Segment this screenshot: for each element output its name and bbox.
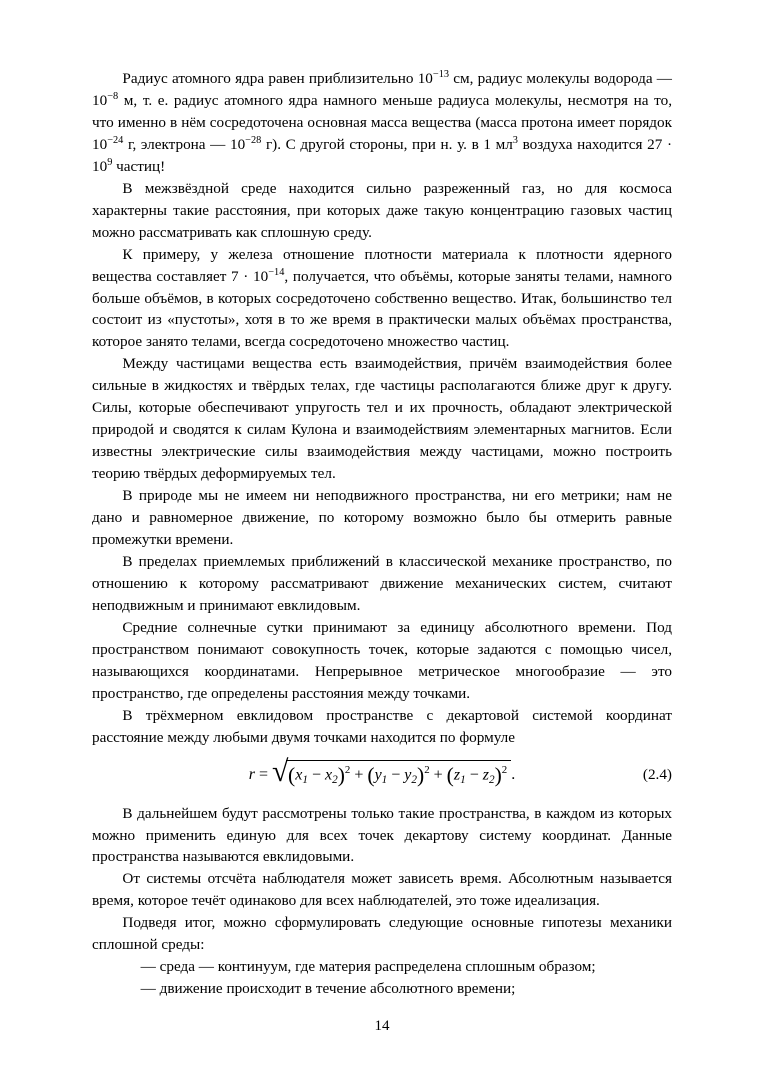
page-number: 14 <box>374 1018 390 1034</box>
superscript: 9 <box>107 156 113 168</box>
superscript: 3 <box>512 134 518 146</box>
paragraph-11: Подведя итог, можно сформулировать следующие основные гипотезы механики сплошной среды: <box>92 914 672 954</box>
paragraph-5: В природе мы не имеем ни неподвижного пространства, ни его метрики; нам не дано и равномерное движение, по которому возможно было бы отмерить равные промежутки времени. <box>92 487 672 549</box>
paragraph-8: В трёхмерном евклидовом пространстве с декартовой системой координат расстояние между любыми двумя точками находится по формуле <box>92 706 672 746</box>
superscript: −28 <box>245 134 262 146</box>
paragraph-9: В дальнейшем будут рассмотрены только такие пространства, в каждом из которых можно применить единую для всех точек декартову систему координат. Данные пространства называются евклидовыми. <box>92 804 672 866</box>
equation-number: (2.4) <box>642 765 672 783</box>
list-item: — среда — континуум, где материя распределена сплошным образом; <box>140 958 596 976</box>
list-item: — движение происходит в течение абсолютного времени; <box>140 980 516 998</box>
distance-formula: r = √ $(x_1 - x_2)^2 + (y_1 - y_2)^2 + (z_1 - z_2)^2$ . (2.4) <box>248 754 672 788</box>
paragraph-3: К примеру, у железа отношение плотности материала к плотности ядерного вещества составляет $7 \cdot 10^{-14}$, получается, что объёмы, которые заняты телами, намного больше объёмов, в которых сосредоточено собственно вещество. Итак, большинство тел состоит из «пустоты», хотя в то же время в практически малых объёмах пространства, которое занято телами, всегда сосредоточено множество частиц. <box>92 245 672 351</box>
superscript: −24 <box>107 134 124 146</box>
superscript: −13 <box>432 68 450 80</box>
paragraph-1: Радиус атомного ядра равен приблизительно $10^{-13}$ см, радиус молекулы водорода — $10^{-8}$ м, т. е. радиус атомного ядра намного меньше радиуса молекулы, несмотря на то, что именно в нём сосредоточена основная масса вещества (масса протона имеет порядок $10^{-24}$ г, электрона — $10^{-28}$ г). С другой стороны, при н. у. в 1 $мл^3$ воздуха находится $27 \cdot 10^9$ частиц! <box>92 68 673 175</box>
superscript: −8 <box>107 90 119 102</box>
paragraph-7: Средние солнечные сутки принимают за единицу абсолютного времени. Под пространством понимают совокупность точек, которые задаются с помощью чисел, называющихся координатами. Непрерывное метрическое многообразие — это пространство, где определены расстояния между точками. <box>92 618 672 702</box>
paragraph-6: В пределах приемлемых приближений в классической механике пространство, по отношению к которому рассматривают движение механических систем, считают неподвижным и принимают евклидовым. <box>92 552 672 614</box>
paragraph-2: В межзвёздной среде находится сильно разреженный газ, но для космоса характерны такие расстояния, при которых даже такую концентрацию газовых частиц можно рассматривать как сплошную среду. <box>92 179 672 241</box>
paragraph-4: Между частицами вещества есть взаимодействия, причём взаимодействия более сильные в жидкостях и твёрдых телах, где частицы располагаются ближе друг к другу. Силы, которые обеспечивают упругость тел и их прочность, обладают электрической природой и сводятся к силам Кулона и взаимодействиям элементарных магнитов. Если известны электрические силы взаимодействия между частицами, можно построить теорию твёрдых деформируемых тел. <box>92 355 672 483</box>
formula-block <box>92 754 672 797</box>
superscript: −14 <box>268 266 285 278</box>
page-body <box>92 68 672 1000</box>
paragraph-10: От системы отсчёта наблюдателя может зависеть время. Абсолютным называется время, которое течёт одинаково для всех наблюдателей, это тоже идеализация. <box>92 870 672 910</box>
